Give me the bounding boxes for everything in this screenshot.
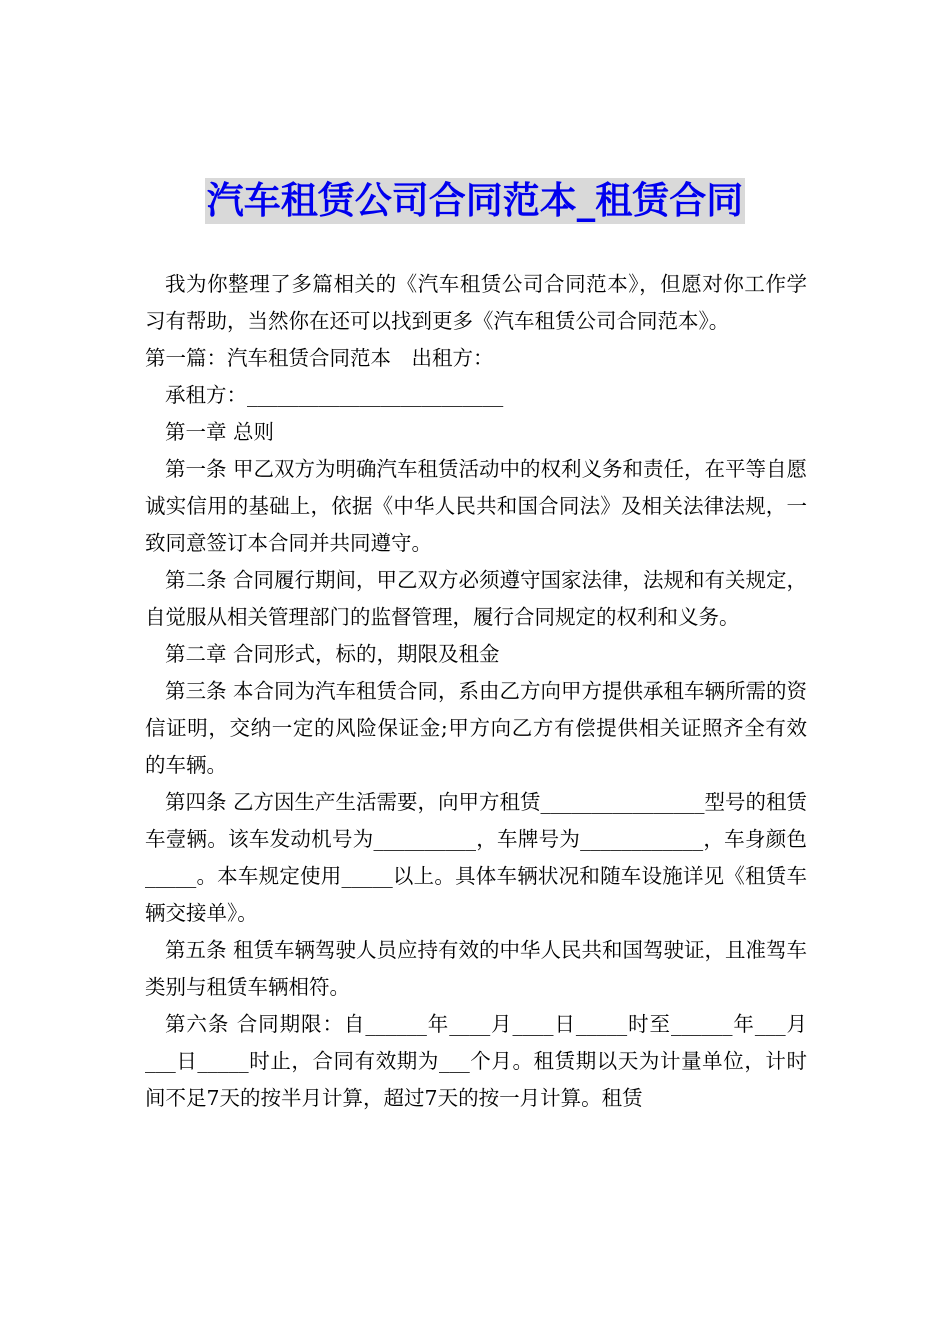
- document-body: [145, 266, 807, 1117]
- chapter-heading: 第一章 总则: [165, 420, 275, 444]
- lessee-line: 承租方：_________________________: [165, 383, 504, 407]
- article-paragraph: 第五条 租赁车辆驾驶人员应持有效的中华人民共和国驾驶证，且准驾车类别与租赁车辆相符。: [145, 938, 808, 999]
- article-paragraph: 第三条 本合同为汽车租赁合同，系由乙方向甲方提供承租车辆所需的资信证明，交纳一定的风险保证金;甲方向乙方有偿提供相关证照齐全有效的车辆。: [145, 679, 808, 777]
- chapter-heading: 第二章 合同形式，标的，期限及租金: [165, 642, 500, 666]
- intro-paragraph: 我为你整理了多篇相关的《汽车租赁公司合同范本》，但愿对你工作学习有帮助，当然你在还可以找到更多《汽车租赁公司合同范本》。: [145, 272, 807, 333]
- article-paragraph: 第四条 乙方因生产生活需要，向甲方租赁________________型号的租赁车壹辆。该车发动机号为__________，车牌号为____________，车身颜色_____。本车规定使用_____以上。具体车辆状况和随车设施详见《租赁车辆交接单》。: [145, 790, 808, 925]
- document-title: 汽车租赁公司合同范本_租赁合同: [206, 179, 744, 222]
- title-container: [0, 178, 950, 224]
- section-heading: 第一篇：汽车租赁合同范本 出租方：: [145, 346, 494, 370]
- article-paragraph: 第二条 合同履行期间，甲乙双方必须遵守国家法律，法规和有关规定，自觉服从相关管理部门的监督管理，履行合同规定的权利和义务。: [145, 568, 808, 629]
- article-paragraph: 第六条 合同期限：自______年____月____日_____时至______年___月___日_____时止，合同有效期为___个月。租赁期以天为计量单位，计时间不足7天的按半月计算，超过7天的按一月计算。租赁: [145, 1012, 807, 1110]
- article-paragraph: 第一条 甲乙双方为明确汽车租赁活动中的权利义务和责任，在平等自愿诚实信用的基础上，依据《中华人民共和国合同法》及相关法律法规，一致同意签订本合同并共同遵守。: [145, 457, 808, 555]
